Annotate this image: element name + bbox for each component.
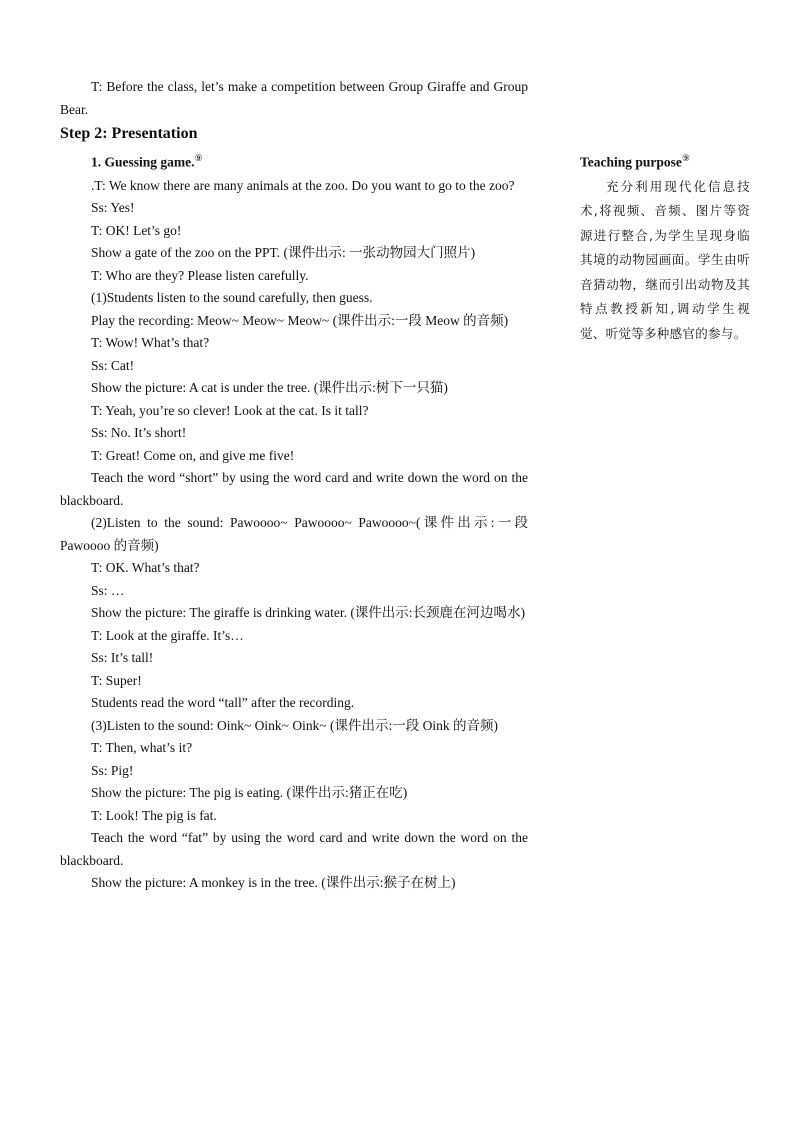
paragraph: (2)Listen to the sound: Pawoooo~ Pawoooo~ Pawoooo~(课件出示:一段 Pawoooo 的音频) — [60, 515, 528, 553]
subheading-text: 1. Guessing game. — [91, 154, 195, 170]
paragraph: T: Great! Come on, and give me five! — [91, 447, 295, 463]
paragraph: (3)Listen to the sound: Oink~ Oink~ Oink~ (课件出示:一段 Oink 的音频) — [91, 717, 499, 733]
paragraph: Teach the word “fat” by using the word card and write down the word on the blackboard. — [60, 830, 528, 868]
paragraph: Teach the word “short” by using the word card and write down the word on the blackboard. — [60, 470, 528, 508]
subheading — [60, 146, 528, 175]
paragraph: T: OK! Let’s go! — [91, 222, 182, 238]
main-column — [60, 76, 528, 895]
paragraph: Show the picture: A monkey is in the tree. (课件出示:猴子在树上) — [91, 875, 456, 890]
paragraph: T: Super! — [91, 672, 142, 688]
paragraph: Ss: Yes! — [91, 200, 135, 215]
paragraph: (1)Students listen to the sound carefully, then guess. — [91, 290, 373, 305]
paragraph: Ss: No. It’s short! — [91, 425, 187, 440]
paragraph: Ss: It’s tall! — [91, 650, 154, 665]
paragraph: T: Look! The pig is fat. — [91, 807, 217, 823]
paragraph: Show the picture: The pig is eating. (课件出示:猪正在吃) — [91, 785, 408, 800]
paragraph: T: Look at the giraffe. It’s… — [91, 627, 244, 643]
paragraph: T: OK. What’s that? — [91, 560, 200, 575]
dialogue-paragraphs — [60, 175, 528, 895]
paragraph: T: Then, what’s it? — [91, 740, 193, 755]
teaching-purpose-sidebar — [580, 146, 750, 346]
footnote-mark: ⑨ — [194, 153, 203, 163]
sidebar-body: 充分利用现代化信息技术,将视频、音频、图片等资源进行整合,为学生呈现身临其境的动物园画面。学生由听音猜动物，继而引出动物及其特点教授新知,调动学生视觉、听觉等多种感官的参与。 — [580, 178, 750, 341]
paragraph: .T: We know there are many animals at the zoo. Do you want to go to the zoo? — [91, 177, 515, 193]
paragraph: Students read the word “tall” after the recording. — [91, 695, 355, 710]
paragraph: Show the picture: A cat is under the tree. (课件出示:树下一只猫) — [91, 380, 448, 395]
paragraph: T: Who are they? Please listen carefully. — [91, 267, 309, 283]
paragraph: Ss: … — [91, 582, 125, 598]
step-heading: Step 2: Presentation — [60, 125, 198, 142]
paragraph: Ss: Cat! — [91, 357, 135, 373]
paragraph: Show a gate of the zoo on the PPT. (课件出示: 一张动物园大门照片) — [91, 245, 476, 260]
paragraph: T: Wow! What’s that? — [91, 335, 210, 350]
paragraph: Ss: Pig! — [91, 762, 134, 778]
sidebar-title-text: Teaching purpose — [580, 154, 682, 170]
paragraph: T: Yeah, you’re so clever! Look at the cat. Is it tall? — [91, 402, 369, 418]
footnote-mark: ⑨ — [681, 153, 690, 163]
paragraph: Show the picture: The giraffe is drinking water. (课件出示:长颈鹿在河边喝水) — [91, 605, 526, 620]
sidebar-title — [580, 146, 750, 175]
intro-paragraph: T: Before the class, let’s make a competition between Group Giraffe and Group Bear. — [60, 79, 528, 117]
paragraph: Play the recording: Meow~ Meow~ Meow~ (课件出示:一段 Meow 的音频) — [91, 312, 509, 328]
